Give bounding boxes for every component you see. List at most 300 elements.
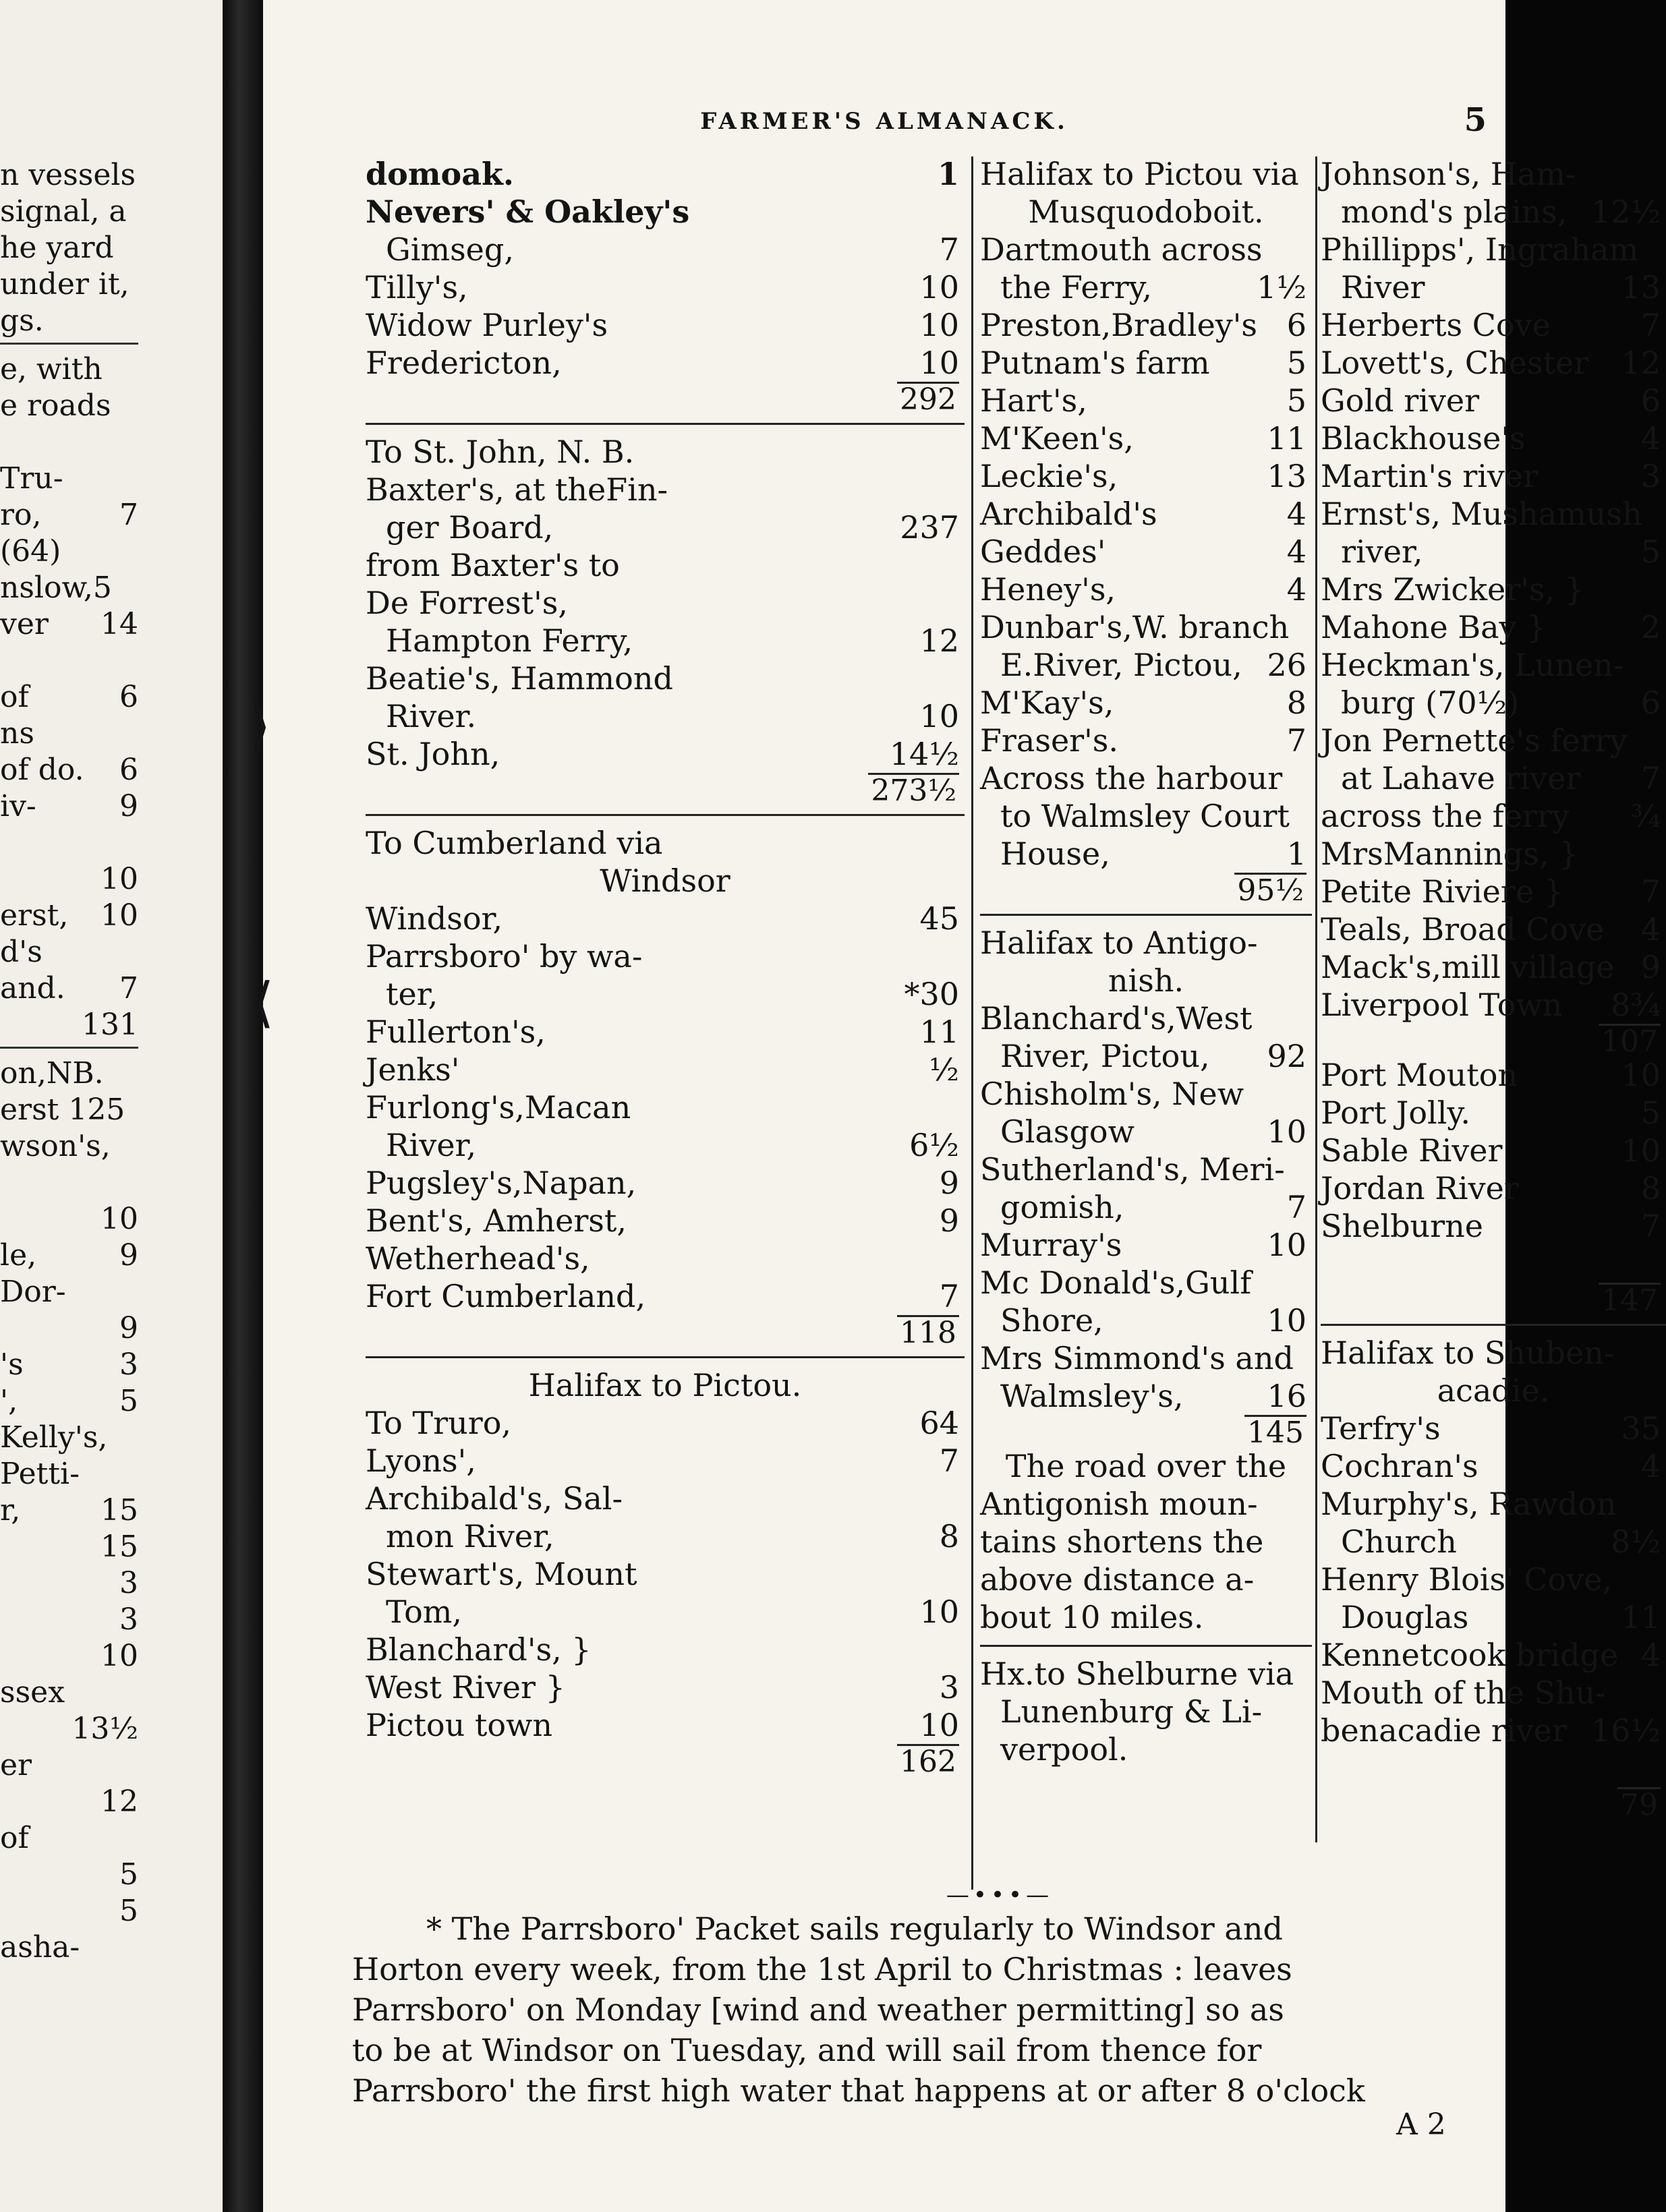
place-name: E.River, Pictou, bbox=[1000, 647, 1242, 683]
fragment-text: of do. bbox=[0, 753, 84, 787]
place-name: Jon Pernette's ferry bbox=[1321, 722, 1628, 759]
fragment-line bbox=[0, 533, 135, 571]
route-entry bbox=[366, 268, 965, 306]
route-entry bbox=[366, 508, 965, 546]
route-entry bbox=[1321, 1523, 1666, 1561]
fragment-text: and. bbox=[0, 971, 65, 1006]
fragment-number: 3 bbox=[119, 1566, 138, 1600]
fragment-text: ro, bbox=[0, 498, 42, 532]
distance-miles: 7 bbox=[939, 1443, 959, 1479]
route-total bbox=[366, 1315, 965, 1350]
section-rule bbox=[366, 805, 965, 824]
distance-miles: 3 bbox=[1640, 458, 1661, 494]
distance-miles: 4 bbox=[1640, 1637, 1661, 1673]
distance-miles: 10 bbox=[1267, 1227, 1306, 1263]
place-name: Kennetcook bridge bbox=[1321, 1637, 1619, 1673]
distance-miles: 1½ bbox=[1257, 269, 1306, 305]
distance-miles: 16½ bbox=[1590, 1712, 1661, 1749]
distance-miles: 92 bbox=[1267, 1038, 1306, 1074]
place-name: nish. bbox=[1108, 962, 1184, 999]
place-name: above distance a- bbox=[980, 1561, 1255, 1598]
fragment-text: Kelly's, bbox=[0, 1420, 108, 1455]
fragment-text: signal, a bbox=[0, 194, 127, 229]
place-name: Tom, bbox=[386, 1594, 463, 1630]
distance-miles: 6½ bbox=[909, 1127, 959, 1163]
section-rule bbox=[366, 1347, 965, 1366]
fragment-number: 10 bbox=[100, 898, 138, 933]
place-name: ger Board, bbox=[386, 509, 554, 546]
place-name: Gimseg, bbox=[386, 231, 514, 268]
route-entry bbox=[1321, 759, 1666, 797]
route-entry bbox=[980, 1075, 1312, 1113]
left-page-fragment bbox=[0, 0, 229, 2212]
distance-miles: *30 bbox=[904, 976, 959, 1012]
place-name: Herberts Cove bbox=[1321, 307, 1551, 343]
fragment-line bbox=[0, 460, 135, 498]
fragment-number: 6 bbox=[119, 753, 138, 787]
place-name: Nevers' & Oakley's bbox=[366, 194, 690, 230]
route-total bbox=[366, 773, 965, 808]
fragment-text: ver bbox=[0, 607, 49, 641]
fragment-number: 12 bbox=[100, 1784, 138, 1819]
route-entry bbox=[980, 759, 1312, 797]
place-name: ter, bbox=[386, 976, 438, 1012]
fragment-text: wson's, bbox=[0, 1129, 111, 1163]
fragment-line bbox=[0, 751, 138, 789]
place-name: Halifax to Pictou via bbox=[980, 156, 1299, 192]
fragment-text: er bbox=[0, 1748, 32, 1782]
route-entry bbox=[1321, 155, 1666, 193]
fragment-line bbox=[0, 606, 138, 643]
place-name: Mack's,mill village bbox=[1321, 949, 1615, 985]
route-entry bbox=[366, 471, 965, 508]
distance-miles: 13 bbox=[1621, 269, 1661, 305]
section-rule bbox=[980, 1636, 1312, 1655]
distance-miles: 5 bbox=[1640, 1095, 1661, 1131]
fragment-line bbox=[0, 1492, 138, 1530]
distance-miles: 8 bbox=[1640, 1170, 1661, 1206]
fragment-line bbox=[0, 1237, 138, 1275]
route-entry bbox=[1321, 722, 1666, 759]
fragment-number: 15 bbox=[100, 1530, 138, 1564]
fragment-number: 5 bbox=[119, 1894, 138, 1928]
fragment-line bbox=[0, 302, 135, 340]
place-name: Hx.to Shelburne via bbox=[980, 1656, 1294, 1692]
fragment-number: 5 bbox=[119, 1857, 138, 1892]
place-name: Teals, Broad Cove bbox=[1321, 911, 1605, 948]
place-name: MrsMannings, } bbox=[1321, 836, 1579, 872]
route-entry bbox=[1321, 1485, 1666, 1523]
fragment-number: 10 bbox=[100, 862, 138, 896]
section-rule bbox=[366, 414, 965, 433]
fragment-line bbox=[0, 1273, 135, 1311]
footnote-line: * The Parrsboro' Packet sails regularly to Windsor and bbox=[426, 1911, 1283, 1947]
route-entry bbox=[366, 975, 965, 1013]
place-name: mon River, bbox=[386, 1518, 554, 1554]
place-name: Ernst's, Mushamush bbox=[1321, 496, 1642, 532]
total-distance: 273½ bbox=[868, 773, 959, 807]
place-name: Jordan River bbox=[1321, 1170, 1519, 1206]
fragment-number: 6 bbox=[119, 680, 138, 714]
fragment-line bbox=[0, 229, 135, 267]
route-entry bbox=[980, 1730, 1312, 1768]
page-number: 5 bbox=[1464, 101, 1487, 139]
route-entry bbox=[980, 1598, 1312, 1636]
route-entry bbox=[1321, 419, 1666, 457]
route-entry bbox=[366, 433, 965, 471]
place-name: Archibald's, Sal- bbox=[366, 1480, 623, 1517]
distance-miles: 7 bbox=[939, 231, 959, 268]
route-entry bbox=[366, 1240, 965, 1277]
place-name: Hampton Ferry, bbox=[386, 622, 633, 659]
place-name: The road over the bbox=[1005, 1448, 1287, 1484]
place-name: from Baxter's to bbox=[366, 547, 620, 583]
route-entry bbox=[1321, 835, 1666, 873]
fragment-text: Petti- bbox=[0, 1457, 80, 1491]
fragment-text: ssex bbox=[0, 1675, 65, 1710]
fragment-text: iv- bbox=[0, 789, 36, 823]
place-name: De Forrest's, bbox=[366, 585, 568, 621]
distance-miles: ½ bbox=[929, 1051, 959, 1088]
distance-miles: 7 bbox=[1640, 1208, 1661, 1244]
route-entry bbox=[1321, 495, 1666, 533]
place-name: Fullerton's, bbox=[366, 1014, 546, 1050]
fragment-line bbox=[0, 788, 138, 825]
fragment-text: d's bbox=[0, 935, 42, 969]
section-rule bbox=[0, 1047, 138, 1049]
place-name: Port Jolly. bbox=[1321, 1095, 1470, 1131]
fragment-line bbox=[0, 1128, 135, 1165]
distance-miles: 13 bbox=[1267, 458, 1306, 494]
place-name: Heckman's, Lunen- bbox=[1321, 647, 1624, 683]
route-total bbox=[980, 873, 1312, 908]
distance-miles: 4 bbox=[1640, 1448, 1661, 1484]
footnote bbox=[352, 1882, 1647, 2111]
distance-miles: 7 bbox=[1640, 873, 1661, 910]
place-name: Fort Cumberland, bbox=[366, 1278, 646, 1314]
route-entry bbox=[366, 306, 965, 344]
place-name: Putnam's farm bbox=[980, 345, 1210, 381]
footnote-line: Parrsboro' on Monday [wind and weather permitting] so as bbox=[352, 1991, 1284, 2028]
distance-miles: 10 bbox=[1267, 1302, 1306, 1339]
route-entry bbox=[980, 797, 1312, 835]
route-entry bbox=[980, 1377, 1312, 1415]
route-entry bbox=[1321, 344, 1666, 382]
place-name: Douglas bbox=[1341, 1599, 1469, 1635]
place-name: Across the harbour bbox=[980, 760, 1283, 796]
fragment-number: 3 bbox=[119, 1347, 138, 1382]
route-entry bbox=[366, 1202, 965, 1240]
place-name: Port Mouton bbox=[1321, 1057, 1518, 1093]
place-name: Mc Donald's,Gulf bbox=[980, 1264, 1252, 1301]
place-name: Shore, bbox=[1000, 1302, 1103, 1339]
place-name: Dartmouth across bbox=[980, 231, 1263, 268]
distance-miles: 237 bbox=[900, 509, 959, 546]
fragment-number: 9 bbox=[119, 789, 138, 823]
place-name: Antigonish moun- bbox=[980, 1486, 1258, 1522]
fragment-line bbox=[0, 1055, 135, 1093]
route-entry bbox=[366, 735, 965, 773]
place-name: Windsor, bbox=[366, 900, 503, 937]
route-entry bbox=[1321, 1749, 1666, 1787]
place-name: Pictou town bbox=[366, 1707, 553, 1743]
place-name: Walmsley's, bbox=[1000, 1378, 1184, 1414]
distance-miles: 7 bbox=[1640, 760, 1661, 796]
fragment-number: 131 bbox=[82, 1008, 138, 1042]
place-name: House, bbox=[1000, 836, 1110, 872]
route-entry bbox=[366, 697, 965, 735]
route-entry bbox=[1321, 1372, 1666, 1409]
fragment-text: le, bbox=[0, 1238, 37, 1273]
footnote-line: Horton every week, from the 1st April to Christmas : leaves bbox=[352, 1951, 1292, 1987]
route-entry bbox=[980, 495, 1312, 533]
route-entry bbox=[366, 1668, 965, 1706]
place-name: Halifax to Shuben- bbox=[1321, 1335, 1615, 1371]
route-entry bbox=[980, 1264, 1312, 1302]
fragment-line bbox=[0, 715, 135, 753]
distance-miles: 8½ bbox=[1611, 1523, 1661, 1560]
place-name: Cochran's bbox=[1321, 1448, 1478, 1484]
section-rule bbox=[980, 905, 1312, 924]
place-name: domoak. bbox=[366, 156, 514, 192]
place-name: acadie. bbox=[1437, 1372, 1550, 1409]
fragment-text: e, with bbox=[0, 352, 103, 386]
place-name: Stewart's, Mount bbox=[366, 1556, 637, 1592]
fragment-number: 14 bbox=[100, 607, 138, 641]
route-total bbox=[1321, 1024, 1666, 1059]
place-name: Chisholm's, New bbox=[980, 1076, 1244, 1112]
column-divider-1 bbox=[971, 156, 973, 1890]
distance-miles: 10 bbox=[919, 1707, 959, 1743]
column-2-routes bbox=[980, 155, 1312, 1768]
fragment-line bbox=[0, 156, 135, 194]
fragment-number: 7 bbox=[119, 971, 138, 1006]
place-name: Widow Purley's bbox=[366, 307, 608, 343]
route-entry bbox=[980, 722, 1312, 759]
route-entry bbox=[366, 1555, 965, 1593]
route-entry bbox=[1321, 797, 1666, 835]
place-name: Heney's, bbox=[980, 571, 1116, 608]
route-entry bbox=[980, 835, 1312, 873]
route-entry bbox=[366, 1366, 965, 1404]
distance-miles: 11 bbox=[919, 1014, 959, 1050]
fragment-line bbox=[0, 387, 135, 425]
route-entry bbox=[366, 546, 965, 584]
route-entry bbox=[366, 937, 965, 975]
route-entry bbox=[980, 1485, 1312, 1523]
route-entry bbox=[980, 1523, 1312, 1561]
place-name: Archibald's bbox=[980, 496, 1157, 532]
route-entry bbox=[980, 1151, 1312, 1188]
show-through-mark: ⟩ bbox=[250, 695, 271, 757]
route-entry bbox=[980, 231, 1312, 268]
route-entry bbox=[1321, 1561, 1666, 1598]
distance-miles: 12 bbox=[1621, 345, 1661, 381]
distance-miles: 4 bbox=[1286, 496, 1306, 532]
distance-miles: 4 bbox=[1640, 420, 1661, 457]
fragment-text: under it, bbox=[0, 267, 130, 301]
distance-miles: 6 bbox=[1640, 685, 1661, 721]
distance-miles: 10 bbox=[919, 345, 959, 381]
distance-miles: 6 bbox=[1640, 382, 1661, 419]
place-name: Fraser's. bbox=[980, 722, 1119, 759]
route-entry bbox=[366, 900, 965, 937]
route-entry bbox=[366, 344, 965, 382]
place-name: Murphy's, Rawdon bbox=[1321, 1486, 1617, 1522]
place-name: To St. John, N. B. bbox=[366, 434, 635, 470]
route-entry bbox=[1321, 1674, 1666, 1712]
distance-miles: 10 bbox=[919, 1594, 959, 1630]
fragment-text: Dor- bbox=[0, 1275, 66, 1309]
route-entry bbox=[1321, 457, 1666, 495]
route-entry bbox=[366, 1631, 965, 1668]
total-distance: 147 bbox=[1599, 1283, 1661, 1317]
route-entry bbox=[1321, 1056, 1666, 1094]
route-total bbox=[1321, 1787, 1666, 1820]
footnote-line: to be at Windsor on Tuesday, and will sail from thence for bbox=[352, 2032, 1262, 2068]
route-entry bbox=[366, 824, 965, 862]
fragment-text: on,NB. bbox=[0, 1056, 104, 1090]
place-name: Wetherhead's, bbox=[366, 1240, 590, 1277]
fragment-number: 13½ bbox=[71, 1712, 138, 1746]
route-entry bbox=[366, 155, 965, 193]
total-distance: 145 bbox=[1244, 1415, 1306, 1449]
route-entry bbox=[980, 1447, 1312, 1485]
route-entry bbox=[366, 1517, 965, 1555]
distance-miles: 8 bbox=[1286, 685, 1306, 721]
place-name: Sable River bbox=[1321, 1132, 1503, 1169]
fragment-text: n vessels bbox=[0, 158, 136, 192]
fragment-line bbox=[0, 1091, 135, 1129]
fragment-line bbox=[0, 193, 135, 231]
route-entry bbox=[1321, 910, 1666, 948]
place-name: river, bbox=[1341, 533, 1423, 570]
column-3-routes bbox=[1321, 155, 1666, 1820]
route-entry bbox=[980, 1113, 1312, 1151]
distance-miles: 4 bbox=[1286, 571, 1306, 608]
place-name: River. bbox=[386, 698, 477, 734]
distance-miles: 7 bbox=[1640, 307, 1661, 343]
route-entry bbox=[366, 584, 965, 622]
route-entry bbox=[980, 419, 1312, 457]
place-name: Petite Riviere } bbox=[1321, 873, 1564, 910]
route-entry bbox=[1321, 231, 1666, 268]
route-entry bbox=[980, 1037, 1312, 1075]
fragment-line bbox=[0, 1346, 138, 1384]
place-name: Terfry's bbox=[1321, 1410, 1441, 1447]
fragment-text: of bbox=[0, 680, 29, 714]
column-1-routes bbox=[366, 155, 965, 1779]
distance-miles: 1 bbox=[937, 156, 959, 192]
distance-miles: 7 bbox=[1286, 1189, 1306, 1225]
route-entry bbox=[980, 1693, 1312, 1730]
show-through-mark: ⟨ bbox=[253, 971, 275, 1034]
place-name: Martin's river bbox=[1321, 458, 1539, 494]
route-entry bbox=[980, 684, 1312, 722]
fragment-line bbox=[0, 1674, 135, 1712]
route-entry bbox=[980, 1226, 1312, 1264]
place-name: burg (70½) bbox=[1341, 685, 1520, 721]
fragment-line bbox=[0, 266, 135, 303]
route-entry bbox=[980, 608, 1312, 646]
distance-miles: 10 bbox=[1267, 1113, 1306, 1150]
place-name: Bent's, Amherst, bbox=[366, 1202, 627, 1239]
route-entry bbox=[366, 1051, 965, 1088]
total-distance: 107 bbox=[1599, 1024, 1661, 1058]
route-entry bbox=[1321, 193, 1666, 231]
distance-miles: 35 bbox=[1621, 1410, 1661, 1447]
total-distance: 292 bbox=[897, 382, 959, 416]
place-name: M'Kay's, bbox=[980, 685, 1114, 721]
distance-miles: 11 bbox=[1267, 420, 1306, 457]
place-name: River bbox=[1341, 269, 1425, 305]
place-name: West River } bbox=[366, 1669, 565, 1706]
book-spine bbox=[223, 0, 263, 2212]
distance-miles: 7 bbox=[1286, 722, 1306, 759]
fragment-text: e roads bbox=[0, 388, 111, 423]
route-entry bbox=[1321, 1169, 1666, 1207]
distance-miles: 10 bbox=[919, 307, 959, 343]
footnote-line: Parrsboro' the first high water that happens at or after 8 o'clock bbox=[352, 2072, 1365, 2109]
distance-miles: 10 bbox=[919, 698, 959, 734]
fragment-text: gs. bbox=[0, 303, 44, 338]
place-name: Lunenburg & Li- bbox=[1000, 1693, 1263, 1730]
section-rule bbox=[1321, 1315, 1666, 1334]
route-entry bbox=[366, 1442, 965, 1480]
fragment-text: (64) bbox=[0, 534, 61, 569]
route-entry bbox=[366, 193, 965, 231]
place-name: Halifax to Pictou. bbox=[528, 1367, 802, 1403]
route-entry bbox=[980, 999, 1312, 1037]
place-name: Parrsboro' by wa- bbox=[366, 938, 643, 974]
place-name: Halifax to Antigo- bbox=[980, 925, 1258, 961]
fragment-line bbox=[0, 1382, 138, 1420]
place-name: bout 10 miles. bbox=[980, 1599, 1204, 1635]
section-rule bbox=[0, 343, 138, 345]
distance-miles: 6 bbox=[1286, 307, 1306, 343]
route-entry bbox=[980, 306, 1312, 344]
distance-miles: 9 bbox=[1640, 949, 1661, 985]
route-entry bbox=[980, 1339, 1312, 1377]
place-name: Leckie's, bbox=[980, 458, 1118, 494]
route-entry bbox=[1321, 948, 1666, 986]
route-entry bbox=[366, 1088, 965, 1126]
route-entry bbox=[1321, 873, 1666, 910]
place-name: Blanchard's,West bbox=[980, 1000, 1253, 1037]
place-name: Musquodoboit. bbox=[1028, 194, 1264, 230]
fragment-line bbox=[0, 569, 135, 607]
distance-miles: 10 bbox=[1621, 1057, 1661, 1093]
route-total bbox=[366, 1744, 965, 1779]
route-entry bbox=[1321, 1207, 1666, 1245]
distance-miles: 12 bbox=[919, 622, 959, 659]
route-entry bbox=[1321, 1409, 1666, 1447]
distance-miles: 11 bbox=[1621, 1599, 1661, 1635]
distance-miles: 8 bbox=[939, 1518, 959, 1554]
place-name: Preston,Bradley's bbox=[980, 307, 1258, 343]
fragment-line bbox=[0, 1929, 135, 1967]
distance-miles: 26 bbox=[1267, 647, 1306, 683]
place-name: tains shortens the bbox=[980, 1523, 1264, 1560]
place-name: Hart's, bbox=[980, 382, 1087, 419]
place-name: River, Pictou, bbox=[1000, 1038, 1210, 1074]
route-entry bbox=[980, 457, 1312, 495]
distance-miles: 3 bbox=[939, 1669, 959, 1706]
distance-miles: ¾ bbox=[1630, 798, 1661, 834]
place-name: Mahone Bay } bbox=[1321, 609, 1547, 645]
place-name: River, bbox=[386, 1127, 477, 1163]
distance-miles: 16 bbox=[1267, 1378, 1306, 1414]
